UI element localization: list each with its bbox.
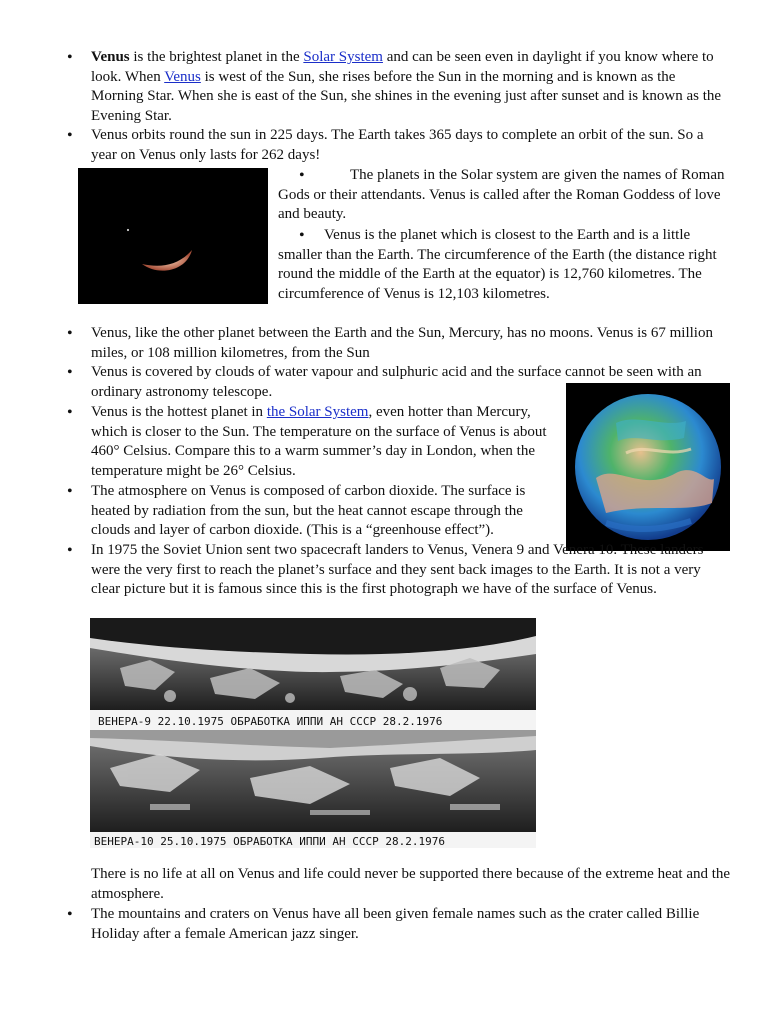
solar-system-link[interactable]: Solar System xyxy=(303,49,383,65)
paragraph-closest: Venus is the planet which is closest to the Earth and is a little smaller than the Earth. The circumference of the Earth (the distance right round the middle of the Earth at the equator) is 12,760 kilometres. The circumference of Venus is 12,103 kilometres. xyxy=(278,227,717,302)
bullet-marker: • xyxy=(67,325,73,342)
venera10-caption: ВЕНЕРА-10 25.10.1975 ОБРАБОТКА ИППИ АН СССР 28.2.1976 xyxy=(94,835,445,848)
paragraph-venera: In 1975 the Soviet Union sent two spacecraft landers to Venus, Venera 9 and Venera 10. These landers were the very first to reach the planet’s surface and they sent back images to the Earth. It is not a very clear picture but it is famous since this is the first photograph we have of the surface of Venus. xyxy=(91,542,704,597)
text-run: , even hotter than Mercury, which is closer to the Sun. The temperature on the surface of Venus is about 460° Celsius. Compare this to a warm summer’s day in London, when the temperature might be 26° Celsius. xyxy=(91,404,547,479)
text-run: is the brightest planet in the xyxy=(129,49,304,65)
venus-link[interactable]: Venus xyxy=(164,68,201,85)
bullet-marker: • xyxy=(67,483,73,500)
paragraph-orbit: Venus orbits round the sun in 225 days. The Earth takes 365 days to complete an orbit of the sun. So a year on Venus only lasts for 262 days! xyxy=(91,127,704,163)
venera-photographs xyxy=(90,618,536,848)
bullet-marker: • xyxy=(299,227,305,244)
text-run: is west of the Sun, she rises before the Sun in the morning and is known as the Morning Star. When she is east of the Sun, she shines in the evening just after sunset and is known as the Evening Star. xyxy=(91,68,722,124)
text-run: and can be seen even in daylight if you know where to look. When xyxy=(91,49,714,85)
bullet-marker: • xyxy=(67,364,73,381)
paragraph-female-names: The mountains and craters on Venus have all been given female names such as the crater called Billie Holiday after a female American jazz singer. xyxy=(91,906,700,942)
bullet-marker: • xyxy=(67,404,73,421)
paragraph-hottest xyxy=(91,403,561,481)
paragraph-atmosphere: The atmosphere on Venus is composed of carbon dioxide. The surface is heated by radiation from the sun, but the heat cannot escape through the clouds and layer of carbon dioxide. (This is a “greenhouse effect”). xyxy=(91,483,526,538)
bullet-marker: • xyxy=(67,49,73,66)
paragraph-roman-gods: The planets in the Solar system are given the names of Roman Gods or their attendants. Venus is called after the Roman Goddess of love and beauty. xyxy=(278,167,725,222)
text-run: Venus is the hottest planet in xyxy=(91,404,267,420)
paragraph-clouds: Venus is covered by clouds of water vapour and sulphuric acid and the surface cannot be seen with an ordinary astronomy telescope. xyxy=(91,364,702,400)
the-solar-system-link[interactable]: the Solar System xyxy=(266,404,369,420)
venus-heading: Venus xyxy=(91,49,130,65)
paragraph-venus-brightest xyxy=(91,48,731,126)
bullet-marker: • xyxy=(67,542,73,559)
paragraph-no-moons: Venus, like the other planet between the Earth and the Sun, Mercury, has no moons. Venus is 67 million miles, or 108 million kilometres, from the Sun xyxy=(91,325,713,361)
venus-globe-photo xyxy=(566,383,730,551)
bullet-marker: • xyxy=(299,167,305,184)
venus-crescent-photo xyxy=(78,168,268,304)
paragraph-no-life: There is no life at all on Venus and life could never be supported there because of the extreme heat and the atmosphere. xyxy=(91,866,731,902)
bullet-marker: • xyxy=(67,127,73,144)
venera9-caption: ВЕНЕРА-9 22.10.1975 ОБРАБОТКА ИППИ АН СССР 28.2.1976 xyxy=(98,715,443,728)
bullet-marker: • xyxy=(67,906,73,923)
